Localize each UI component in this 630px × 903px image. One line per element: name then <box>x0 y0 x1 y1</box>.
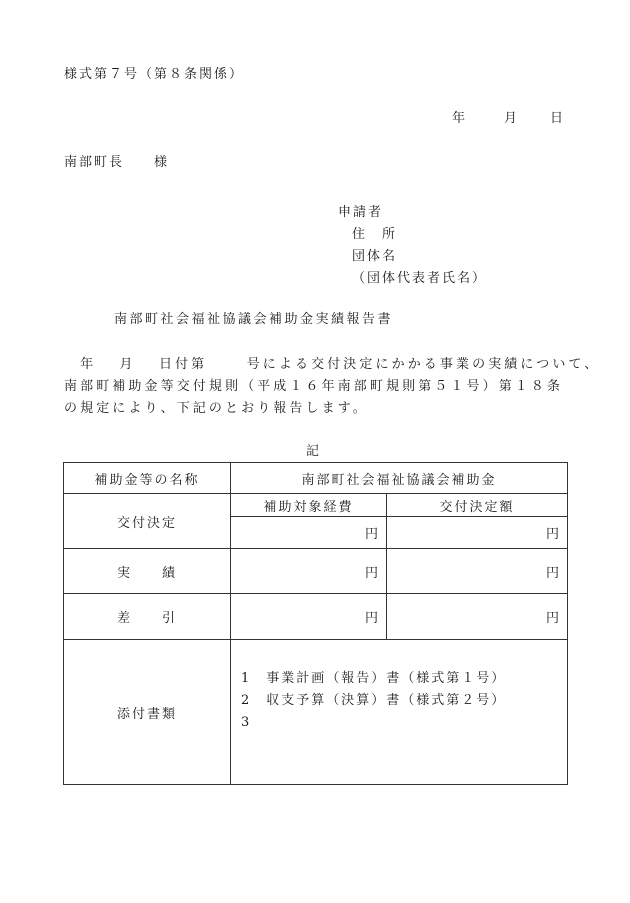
body-line: 年 月 日付第 号による交付決定にかかる事業の実績について、 <box>64 357 601 372</box>
decision-expense-cell: 円 <box>231 517 387 549</box>
attachment-item: 1 事業計画（報告）書（様式第１号） <box>241 671 507 686</box>
subsidy-name-label: 補助金等の名称 <box>64 463 231 494</box>
form-number-label: 様式第７号（第８条関係） <box>64 67 245 82</box>
applicant-representative-label: （団体代表者氏名） <box>352 271 488 286</box>
actual-amount-cell: 円 <box>387 549 568 594</box>
date-year-label: 年 <box>452 111 468 126</box>
subsidy-name-value: 南部町社会福祉協議会補助金 <box>231 463 568 494</box>
attachment-item: 3 <box>241 715 252 730</box>
document-title: 南部町社会福祉協議会補助金実績報告書 <box>114 312 394 327</box>
applicant-org-label: 団体名 <box>352 249 398 264</box>
decision-label: 交付決定 <box>64 494 231 549</box>
difference-label: 差 引 <box>64 594 231 640</box>
date-day-label: 日 <box>550 111 566 126</box>
difference-amount-cell: 円 <box>387 594 568 640</box>
attachment-item: 2 収支予算（決算）書（様式第２号） <box>241 693 507 708</box>
body-text <box>64 354 601 420</box>
col-expense-header: 補助対象経費 <box>231 494 387 517</box>
applicant-block <box>338 202 487 290</box>
decision-amount-cell: 円 <box>387 517 568 549</box>
applicant-label: 申請者 <box>338 205 384 220</box>
body-line: 南部町補助金等交付規則（平成１６年南部町規則第５１号）第１８条 <box>64 379 564 394</box>
addressee: 南部町長 様 <box>64 155 170 170</box>
attachments-label: 添付書類 <box>64 640 231 785</box>
ki-heading: 記 <box>306 444 322 459</box>
difference-expense-cell: 円 <box>231 594 387 640</box>
actual-label: 実 績 <box>64 549 231 594</box>
date-month-label: 月 <box>504 111 520 126</box>
actual-expense-cell: 円 <box>231 549 387 594</box>
attachments-list <box>231 640 568 785</box>
col-amount-header: 交付決定額 <box>387 494 568 517</box>
report-table <box>63 462 568 785</box>
body-line: の規定により、下記のとおり報告します。 <box>64 401 369 416</box>
applicant-address-label: 住 所 <box>352 227 398 242</box>
